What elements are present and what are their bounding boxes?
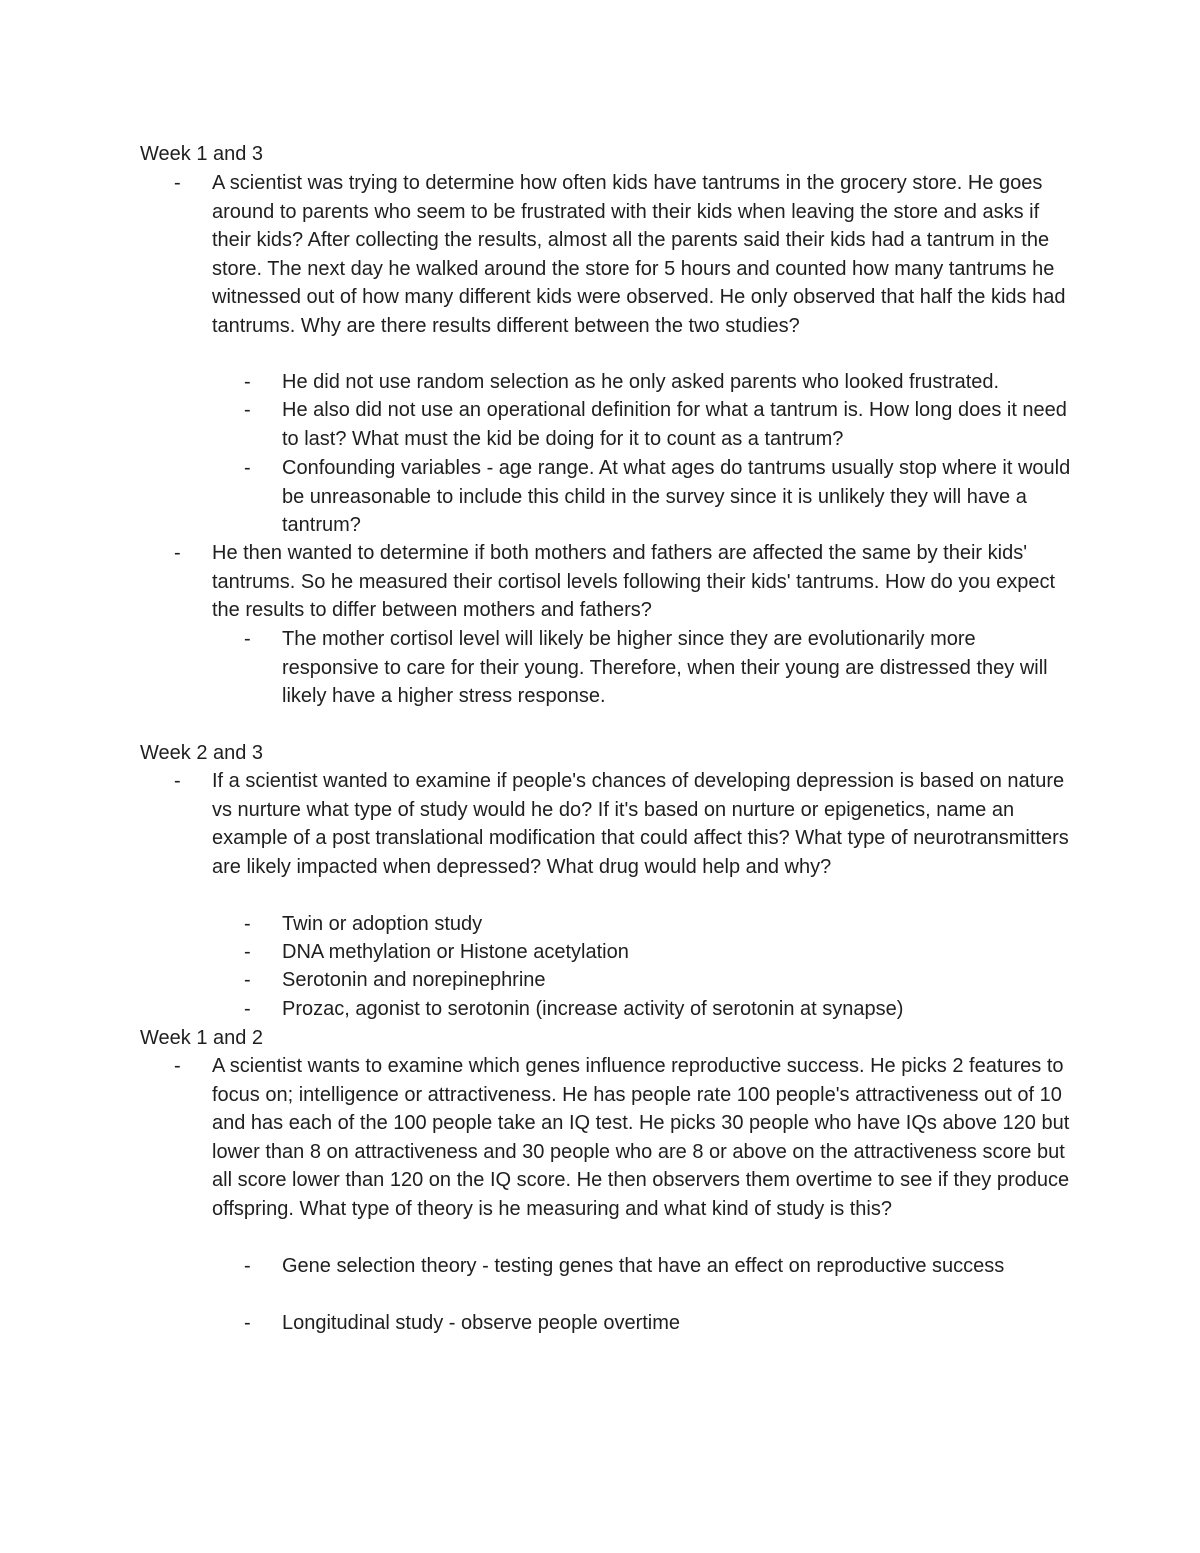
bullet-dash: - bbox=[244, 457, 251, 479]
list-subitem bbox=[244, 966, 1072, 995]
list-subitem bbox=[244, 995, 1072, 1024]
list-subitem bbox=[244, 1252, 1072, 1281]
bullet-dash: - bbox=[244, 399, 251, 421]
answer-text: Twin or adoption study bbox=[282, 913, 483, 935]
list-subitem bbox=[244, 938, 1072, 967]
answer-text: Serotonin and norepinephrine bbox=[282, 969, 546, 991]
list-item bbox=[174, 169, 1072, 340]
bullet-dash: - bbox=[244, 371, 251, 393]
list-subitem bbox=[244, 625, 1072, 711]
question-text: He then wanted to determine if both mothers and fathers are affected the same by their kids' tantrums. So he measured their cortisol levels following their kids' tantrums. How do you expect the results to differ between mothers and fathers? bbox=[212, 542, 1056, 621]
answer-text: The mother cortisol level will likely be higher since they are evolutionarily more responsive to care for their young. Therefore, when their young are distressed they will likely have a higher stress response. bbox=[282, 628, 1048, 707]
answer-text: He also did not use an operational definition for what a tantrum is. How long does it need to last? What must the kid be doing for it to count as a tantrum? bbox=[282, 399, 1067, 450]
section-heading: Week 1 and 2 bbox=[140, 1027, 264, 1049]
list-subitem bbox=[244, 910, 1072, 939]
list-subitem bbox=[244, 396, 1072, 453]
bullet-dash: - bbox=[244, 941, 251, 963]
bullet-dash: - bbox=[174, 542, 181, 564]
bullet-dash: - bbox=[174, 172, 181, 194]
answer-text: Prozac, agonist to serotonin (increase activity of serotonin at synapse) bbox=[282, 998, 904, 1020]
bullet-dash: - bbox=[174, 770, 181, 792]
bullet-dash: - bbox=[174, 1055, 181, 1077]
answer-text: Gene selection theory - testing genes that have an effect on reproductive success bbox=[282, 1255, 1005, 1277]
answer-text: DNA methylation or Histone acetylation bbox=[282, 941, 629, 963]
answer-text: Longitudinal study - observe people overtime bbox=[282, 1312, 681, 1334]
list-item bbox=[174, 539, 1072, 625]
question-text: A scientist was trying to determine how often kids have tantrums in the grocery store. He goes around to parents who seem to be frustrated with their kids when leaving the store and asks if their kids? After collecting the results, almost all the parents said their kids had a tantrum in the store. The next day he walked around the store for 5 hours and counted how many tantrums he witnessed out of how many different kids were observed. He only observed that half the kids had tantrums. Why are there results different between the two studies? bbox=[212, 172, 1066, 337]
list-item bbox=[174, 1052, 1072, 1223]
question-text: If a scientist wanted to examine if people's chances of developing depression is based on nature vs nurture what type of study would he do? If it's based on nurture or epigenetics, name an example of a post translational modification that could affect this? What type of neurotransmitters are likely impacted when depressed? What drug would help and why? bbox=[212, 770, 1069, 878]
section-heading: Week 2 and 3 bbox=[140, 742, 264, 764]
bullet-dash: - bbox=[244, 1312, 251, 1334]
bullet-dash: - bbox=[244, 998, 251, 1020]
answer-text: He did not use random selection as he only asked parents who looked frustrated. bbox=[282, 371, 1000, 393]
bullet-dash: - bbox=[244, 1255, 251, 1277]
question-text: A scientist wants to examine which genes influence reproductive success. He picks 2 features to focus on; intelligence or attractiveness. He has people rate 100 people's attractiveness out of 10 and has each of the 100 people take an IQ test. He picks 30 people who have IQs above 120 but lower than 8 on attractiveness and 30 people who are 8 or above on the attractiveness score but all score lower than 120 on the IQ score. He then observers them overtime to see if they produce offspring. What type of theory is he measuring and what kind of study is this? bbox=[212, 1055, 1070, 1220]
list-subitem bbox=[244, 454, 1072, 540]
list-item bbox=[174, 767, 1072, 881]
bullet-dash: - bbox=[244, 969, 251, 991]
bullet-dash: - bbox=[244, 628, 251, 650]
bullet-dash: - bbox=[244, 913, 251, 935]
answer-text: Confounding variables - age range. At what ages do tantrums usually stop where it would be unreasonable to include this child in the survey since it is unlikely they will have a tantrum? bbox=[282, 457, 1071, 536]
section-heading: Week 1 and 3 bbox=[140, 143, 264, 165]
list-subitem bbox=[244, 368, 1072, 397]
list-subitem bbox=[244, 1309, 1072, 1338]
